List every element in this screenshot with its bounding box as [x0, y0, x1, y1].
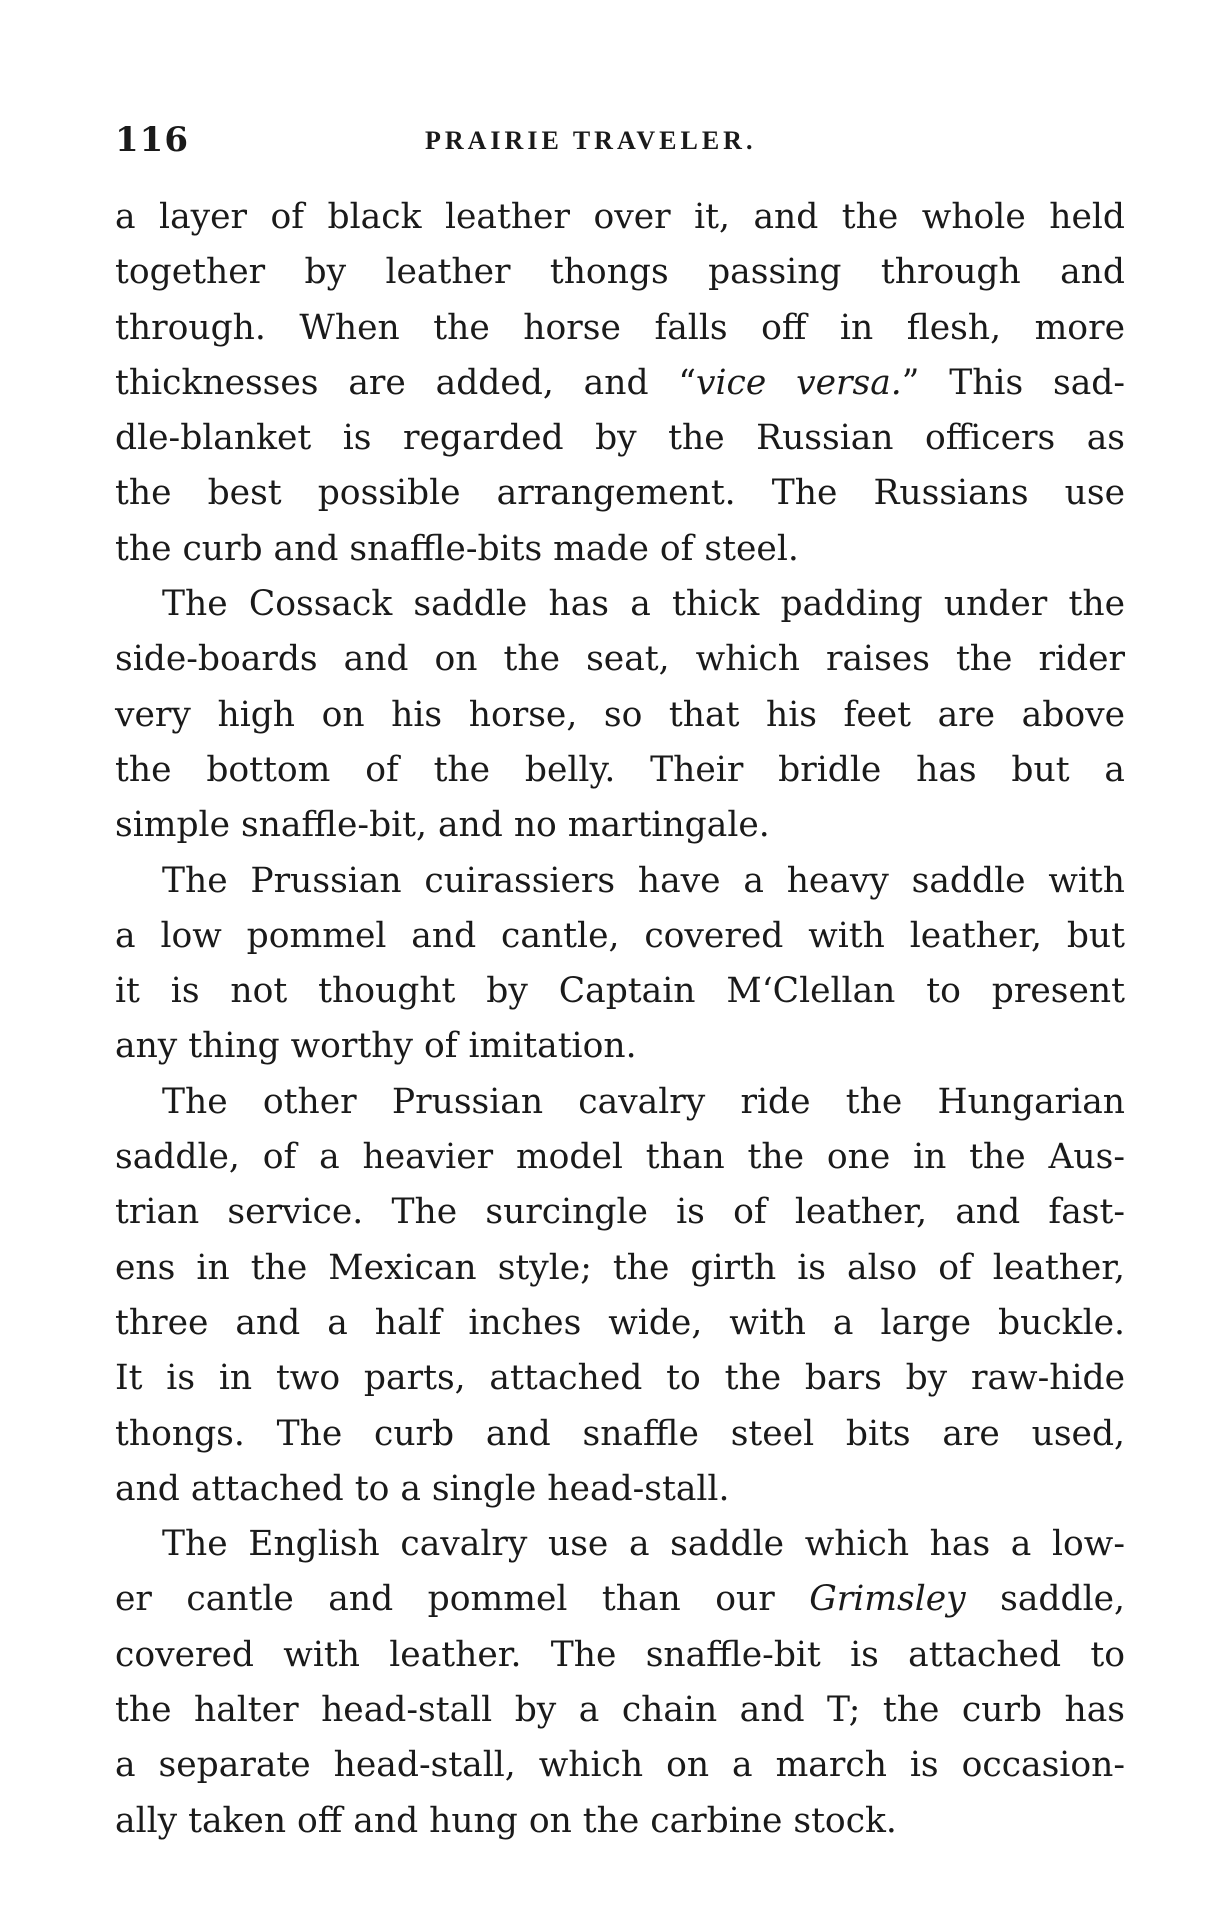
text-line: simple snaffle-bit, and no martingale. [115, 805, 770, 846]
text-line: side-boards and on the seat, which raises the rider [115, 639, 1125, 680]
text-line: three and a half inches wide, with a large buckle. [115, 1302, 1125, 1343]
text-segment: er cantle and pommel than our [115, 1579, 810, 1620]
paragraph-3 [115, 854, 1125, 1075]
text-line: very high on his horse, so that his feet are above [115, 694, 1125, 735]
text-line: the bottom of the belly. Their bridle has but a [115, 749, 1125, 790]
text-line: It is in two parts, attached to the bars by raw-hide [115, 1358, 1125, 1399]
text-line: covered with leather. The snaffle-bit is attached to [115, 1634, 1125, 1675]
text-line: ens in the Mexican style; the girth is also of leather, [115, 1247, 1125, 1288]
text-line: The Cossack saddle has a thick padding under the [162, 584, 1125, 625]
text-line: any thing worthy of imitation. [115, 1026, 637, 1067]
text-line: together by leather thongs passing through and [115, 252, 1125, 293]
italic-phrase: vice versa. [696, 362, 902, 403]
running-head [115, 120, 1125, 164]
text-segment: ” This sad- [901, 362, 1125, 403]
text-line: a low pommel and cantle, covered with leather, but [115, 915, 1125, 956]
paragraph-1 [115, 190, 1125, 577]
text-line: trian service. The surcingle is of leather, and fast- [115, 1192, 1125, 1233]
paragraph-5 [115, 1517, 1125, 1849]
text-segment: thicknesses are added, and “ [115, 362, 696, 403]
text-line: it is not thought by Captain M‘Clellan to present [115, 971, 1125, 1012]
text-line: and attached to a single head-stall. [115, 1468, 730, 1509]
text-line: The English cavalry use a saddle which has a low- [162, 1524, 1125, 1565]
text-line: the curb and snaffle-bits made of steel. [115, 528, 799, 569]
text-line: the best possible arrangement. The Russians use [115, 473, 1125, 514]
text-line: The Prussian cuirassiers have a heavy saddle with [162, 860, 1125, 901]
running-title: PRAIRIE TRAVELER. [425, 126, 757, 155]
page-number: 116 [115, 120, 189, 160]
text-line: a separate head-stall, which on a march is occasion- [115, 1745, 1125, 1786]
text-line [115, 356, 1125, 411]
text-line: dle-blanket is regarded by the Russian officers as [115, 418, 1125, 459]
italic-phrase: Grimsley [809, 1579, 966, 1620]
paragraph-2 [115, 577, 1125, 853]
text-line: The other Prussian cavalry ride the Hungarian [162, 1081, 1125, 1122]
text-line: through. When the horse falls off in flesh, more [115, 307, 1125, 348]
text-line: a layer of black leather over it, and the whole held [115, 197, 1125, 237]
text-line: the halter head-stall by a chain and T; the curb has [115, 1690, 1125, 1731]
text-line: saddle, of a heavier model than the one in the Aus- [115, 1137, 1125, 1178]
text-segment: saddle, [965, 1579, 1125, 1620]
text-line: thongs. The curb and snaffle steel bits are used, [115, 1413, 1125, 1454]
body-text [115, 190, 1125, 1849]
paragraph-4 [115, 1075, 1125, 1517]
text-line [115, 1572, 1125, 1627]
text-line: ally taken off and hung on the carbine stock. [115, 1800, 897, 1841]
